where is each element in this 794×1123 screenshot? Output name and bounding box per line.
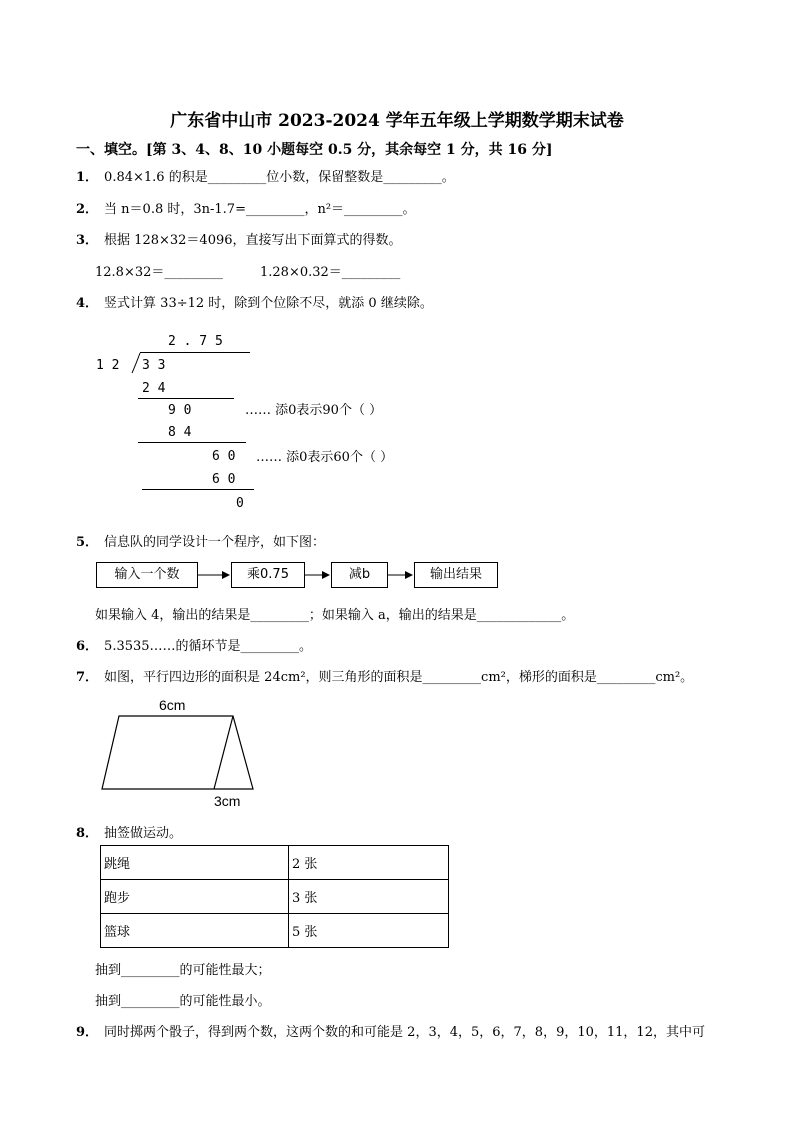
division-step-4: 6 0 xyxy=(212,449,236,464)
flow-box-input: 输入一个数 xyxy=(96,562,198,588)
table-row xyxy=(101,846,449,880)
question-number: 4． xyxy=(76,296,99,311)
question-text: 当 n＝0.8 时，3n-1.7=_________，n²＝_________。 xyxy=(104,202,416,217)
question-number: 3． xyxy=(76,233,99,248)
table-cell: 2 张 xyxy=(289,846,449,880)
q5-sub: 如果输入 4，输出的结果是_________；如果输入 a，输出的结果是_____________。 xyxy=(95,608,575,623)
q8-sub1: 抽到_________的可能性最大； xyxy=(95,963,271,978)
question-text: 抽签做运动。 xyxy=(104,826,183,841)
flow-box-multiply: 乘0.75 xyxy=(231,562,305,588)
question-6 xyxy=(76,635,312,654)
question-text: 0.84×1.6 的积是_________位小数，保留整数是_________。 xyxy=(104,170,455,185)
table-row xyxy=(101,914,449,948)
table-cell: 5 张 xyxy=(289,914,449,948)
question-8 xyxy=(76,822,182,841)
section-heading: 一、填空。[第 3、4、8、10 小题每空 0.5 分，其余每空 1 分，共 16 分] xyxy=(76,142,553,158)
division-step-2: 9 0 xyxy=(168,403,192,418)
question-number: 6． xyxy=(76,639,99,654)
question-text: 信息队的同学设计一个程序，如下图： xyxy=(104,535,326,550)
table-cell: 3 张 xyxy=(289,880,449,914)
division-dividend: 3 3 xyxy=(142,358,166,373)
flow-box-output: 输出结果 xyxy=(414,562,498,588)
lottery-table xyxy=(100,845,449,948)
question-text: 根据 128×32＝4096，直接写出下面算式的得数。 xyxy=(104,233,402,248)
division-note-1: …… 添0表示90个（ ） xyxy=(245,403,383,418)
question-text: 同时掷两个骰子，得到两个数，这两个数的和可能是 2，3，4，5，6，7，8，9，10，11，12，其中可 xyxy=(104,1025,705,1040)
question-number: 8． xyxy=(76,826,99,841)
q3-sub1: 12.8×32＝_________ xyxy=(95,265,223,280)
flow-box-subtract: 减b xyxy=(331,562,388,588)
figure-bottom-label: 3cm xyxy=(214,793,241,809)
figure-top-label: 6cm xyxy=(159,697,186,713)
division-step-5: 6 0 xyxy=(212,472,236,487)
trapezoid-figure xyxy=(95,710,255,795)
question-number: 7． xyxy=(76,670,99,685)
question-number: 5． xyxy=(76,535,99,550)
table-cell: 篮球 xyxy=(101,914,289,948)
question-7 xyxy=(76,666,693,685)
division-divisor: 1 2 xyxy=(96,358,120,373)
question-9 xyxy=(76,1021,705,1040)
table-cell: 跳绳 xyxy=(101,846,289,880)
division-note-2: …… 添0表示60个（ ） xyxy=(256,450,394,465)
question-text: 竖式计算 33÷12 时，除到个位除不尽，就添 0 继续除。 xyxy=(104,296,433,311)
table-row xyxy=(101,880,449,914)
question-text: 如图，平行四边形的面积是 24cm²，则三角形的面积是_________cm²，梯形的面积是_________cm²。 xyxy=(104,670,694,685)
division-step-1: 2 4 xyxy=(142,381,166,396)
page-title: 广东省中山市 2023-2024 学年五年级上学期数学期末试卷 xyxy=(170,111,624,131)
question-text: 5.3535……的循环节是_________。 xyxy=(104,639,313,654)
division-remainder: 0 xyxy=(236,496,244,511)
q3-sub2: 1.28×0.32＝_________ xyxy=(260,265,401,280)
triangle-divider xyxy=(214,716,233,789)
q8-sub2: 抽到_________的可能性最小。 xyxy=(95,994,271,1009)
table-cell: 跑步 xyxy=(101,880,289,914)
division-step-3: 8 4 xyxy=(168,425,192,440)
question-number: 9． xyxy=(76,1025,99,1040)
question-number: 1． xyxy=(76,170,99,185)
division-quotient: 2 . 7 5 xyxy=(168,334,223,349)
question-number: 2． xyxy=(76,202,99,217)
